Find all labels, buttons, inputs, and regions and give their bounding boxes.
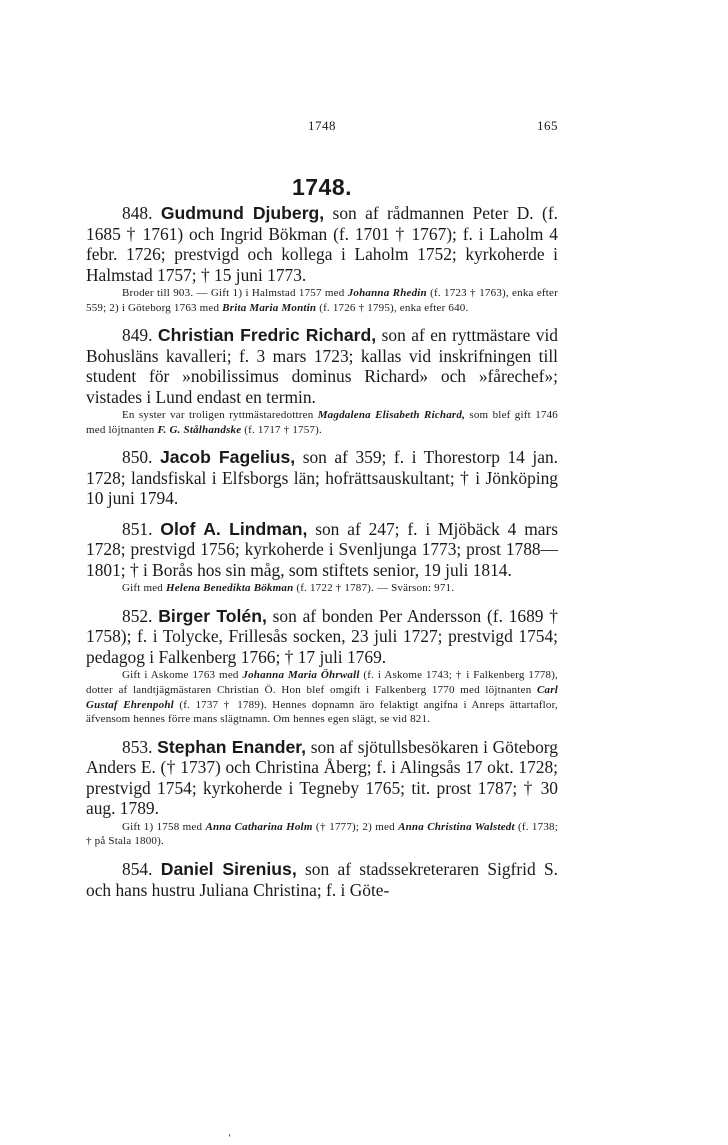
note-person: Carl Gustaf Ehrenpohl [86,684,558,711]
note-text: (f. 1737 † 1789). Hennes dopnamn äro felaktigt angifna i Anreps ättartaflor, äfvensom hennes förre mans slägtnamn. Om hennes egen slägt, se vid 821. [86,698,559,726]
entry-number: 848. [122,203,153,223]
entry-852 [86,606,558,668]
entry-853 [86,737,558,819]
page-mark: ‘ [228,1133,232,1144]
entry-number: 849. [122,325,153,346]
note-person: F. G. Stålhandske [157,423,242,436]
note-text: En syster var troligen ryttmästaredottren [122,409,318,422]
entry-text: son af en ryttmästare vid Bohusläns kavalleri; f. 3 mars 1723; kallas vid inskrifningen till student för »nobilissimus dominus Richard» och »fårechef»; vistades i Lund endast en termin. [86,325,558,407]
entry-848 [86,203,558,285]
entry-note [86,820,558,849]
entry-text: son af 247; f. i Mjöbäck 4 mars 1728; prestvigd 1756; kyrkoherde i Svenljunga 1773; prost 1788—1801; † i Borås hos sin måg, som stiftets senior, 19 juli 1814. [86,518,558,580]
note-person: Anna Christina Walstedt [398,820,515,833]
entry-name: Jacob Fagelius, [159,447,296,468]
note-text: som blef gift 1746 med löjtnanten [86,409,558,436]
entry-name: Olof A. Lindman, [160,518,308,539]
note-text: († 1777); 2) med [312,820,399,833]
entry-number: 852. [122,605,153,626]
note-person: Johanna Rhedin [347,287,427,299]
note-text: (f. 1723 † 1763), enka efter 559; 2) i Göteborg 1763 med [86,287,558,314]
entry-name: Birger Tolén, [158,605,267,626]
note-text: (f. i Askome 1743; † i Falkenberg 1778), dotter af landtjägmästaren Christian Ö. Hon blef omgift i Falkenberg 1770 med löjtnanten [86,669,559,697]
note-person: Brita Maria Montin [222,301,317,314]
note-person: Magdalena Elisabeth Richard, [317,409,466,422]
note-text: (f. 1717 † 1757). [241,423,322,436]
entry-name: Christian Fredric Richard, [157,325,377,346]
note-person: Helena Benedikta Bökman [165,582,294,595]
entry-number: 853. [122,736,153,757]
entry-number: 854. [122,859,153,880]
entry-851 [86,519,558,581]
entry-name: Gudmund Djuberg, [160,203,325,223]
entry-850 [86,447,558,509]
entry-number: 851. [122,518,153,539]
entry-854 [86,859,558,900]
entry-text: son af stadssekreteraren Sigfrid S. och hans hustru Juliana Christina; f. i Göte- [86,859,558,900]
year-heading: 1748. [291,174,353,200]
note-person: Anna Catharina Holm [205,820,313,833]
running-head [86,118,558,136]
entry-text: son af sjötullsbesökaren i Göteborg Anders E. († 1737) och Christina Åberg; f. i Alingsås 17 okt. 1728; prestvigd 1754; kyrkoherde i Tegneby 1765; tit. prost 1787; † 30 aug. 1789. [86,736,558,819]
entry-name: Daniel Sirenius, [160,859,297,880]
entry-number: 850. [122,447,153,468]
note-person: Johanna Maria Öhrwall [242,669,360,682]
note-text: Broder till 903. — Gift 1) i Halmstad 1757 med [122,287,348,299]
page-number: 165 [537,118,558,133]
note-text: (f. 1726 † 1795), enka efter 640. [316,301,469,314]
entry-text: son af bonden Per Andersson (f. 1689 † 1758); f. i Tolycke, Frillesås socken, 23 juli 1727; prestvigd 1754; pedagog i Falkenberg 1766; † 17 juli 1769. [86,605,558,667]
note-text: Gift 1) 1758 med [122,820,206,833]
entry-note [86,286,558,315]
entry-note [86,581,558,596]
note-text: (f. 1722 † 1787). — Svärson: 971. [293,582,455,595]
running-head-year: 1748 [308,118,336,133]
entry-name: Stephan Enander, [157,736,307,757]
note-text: Gift i Askome 1763 med [122,669,243,682]
entry-text: son af 359; f. i Thorestorp 14 jan. 1728; landsfiskal i Elfsborgs län; hofrättsauskultant; † i Jönköping 10 juni 1794. [86,447,558,509]
entries-body [86,203,558,900]
entry-text: son af rådmannen Peter D. (f. 1685 † 1761) och Ingrid Bökman (f. 1701 † 1767); f. i Laholm 4 febr. 1726; prestvigd och kollega i Laholm 1752; kyrkoherde i Halmstad 1757; † 15 juni 1773. [86,203,558,285]
entry-note [86,668,558,726]
entry-note [86,408,558,437]
note-text: Gift med [122,582,166,595]
note-text: (f. 1738; † på Stala 1800). [86,820,558,848]
entry-849 [86,325,558,407]
